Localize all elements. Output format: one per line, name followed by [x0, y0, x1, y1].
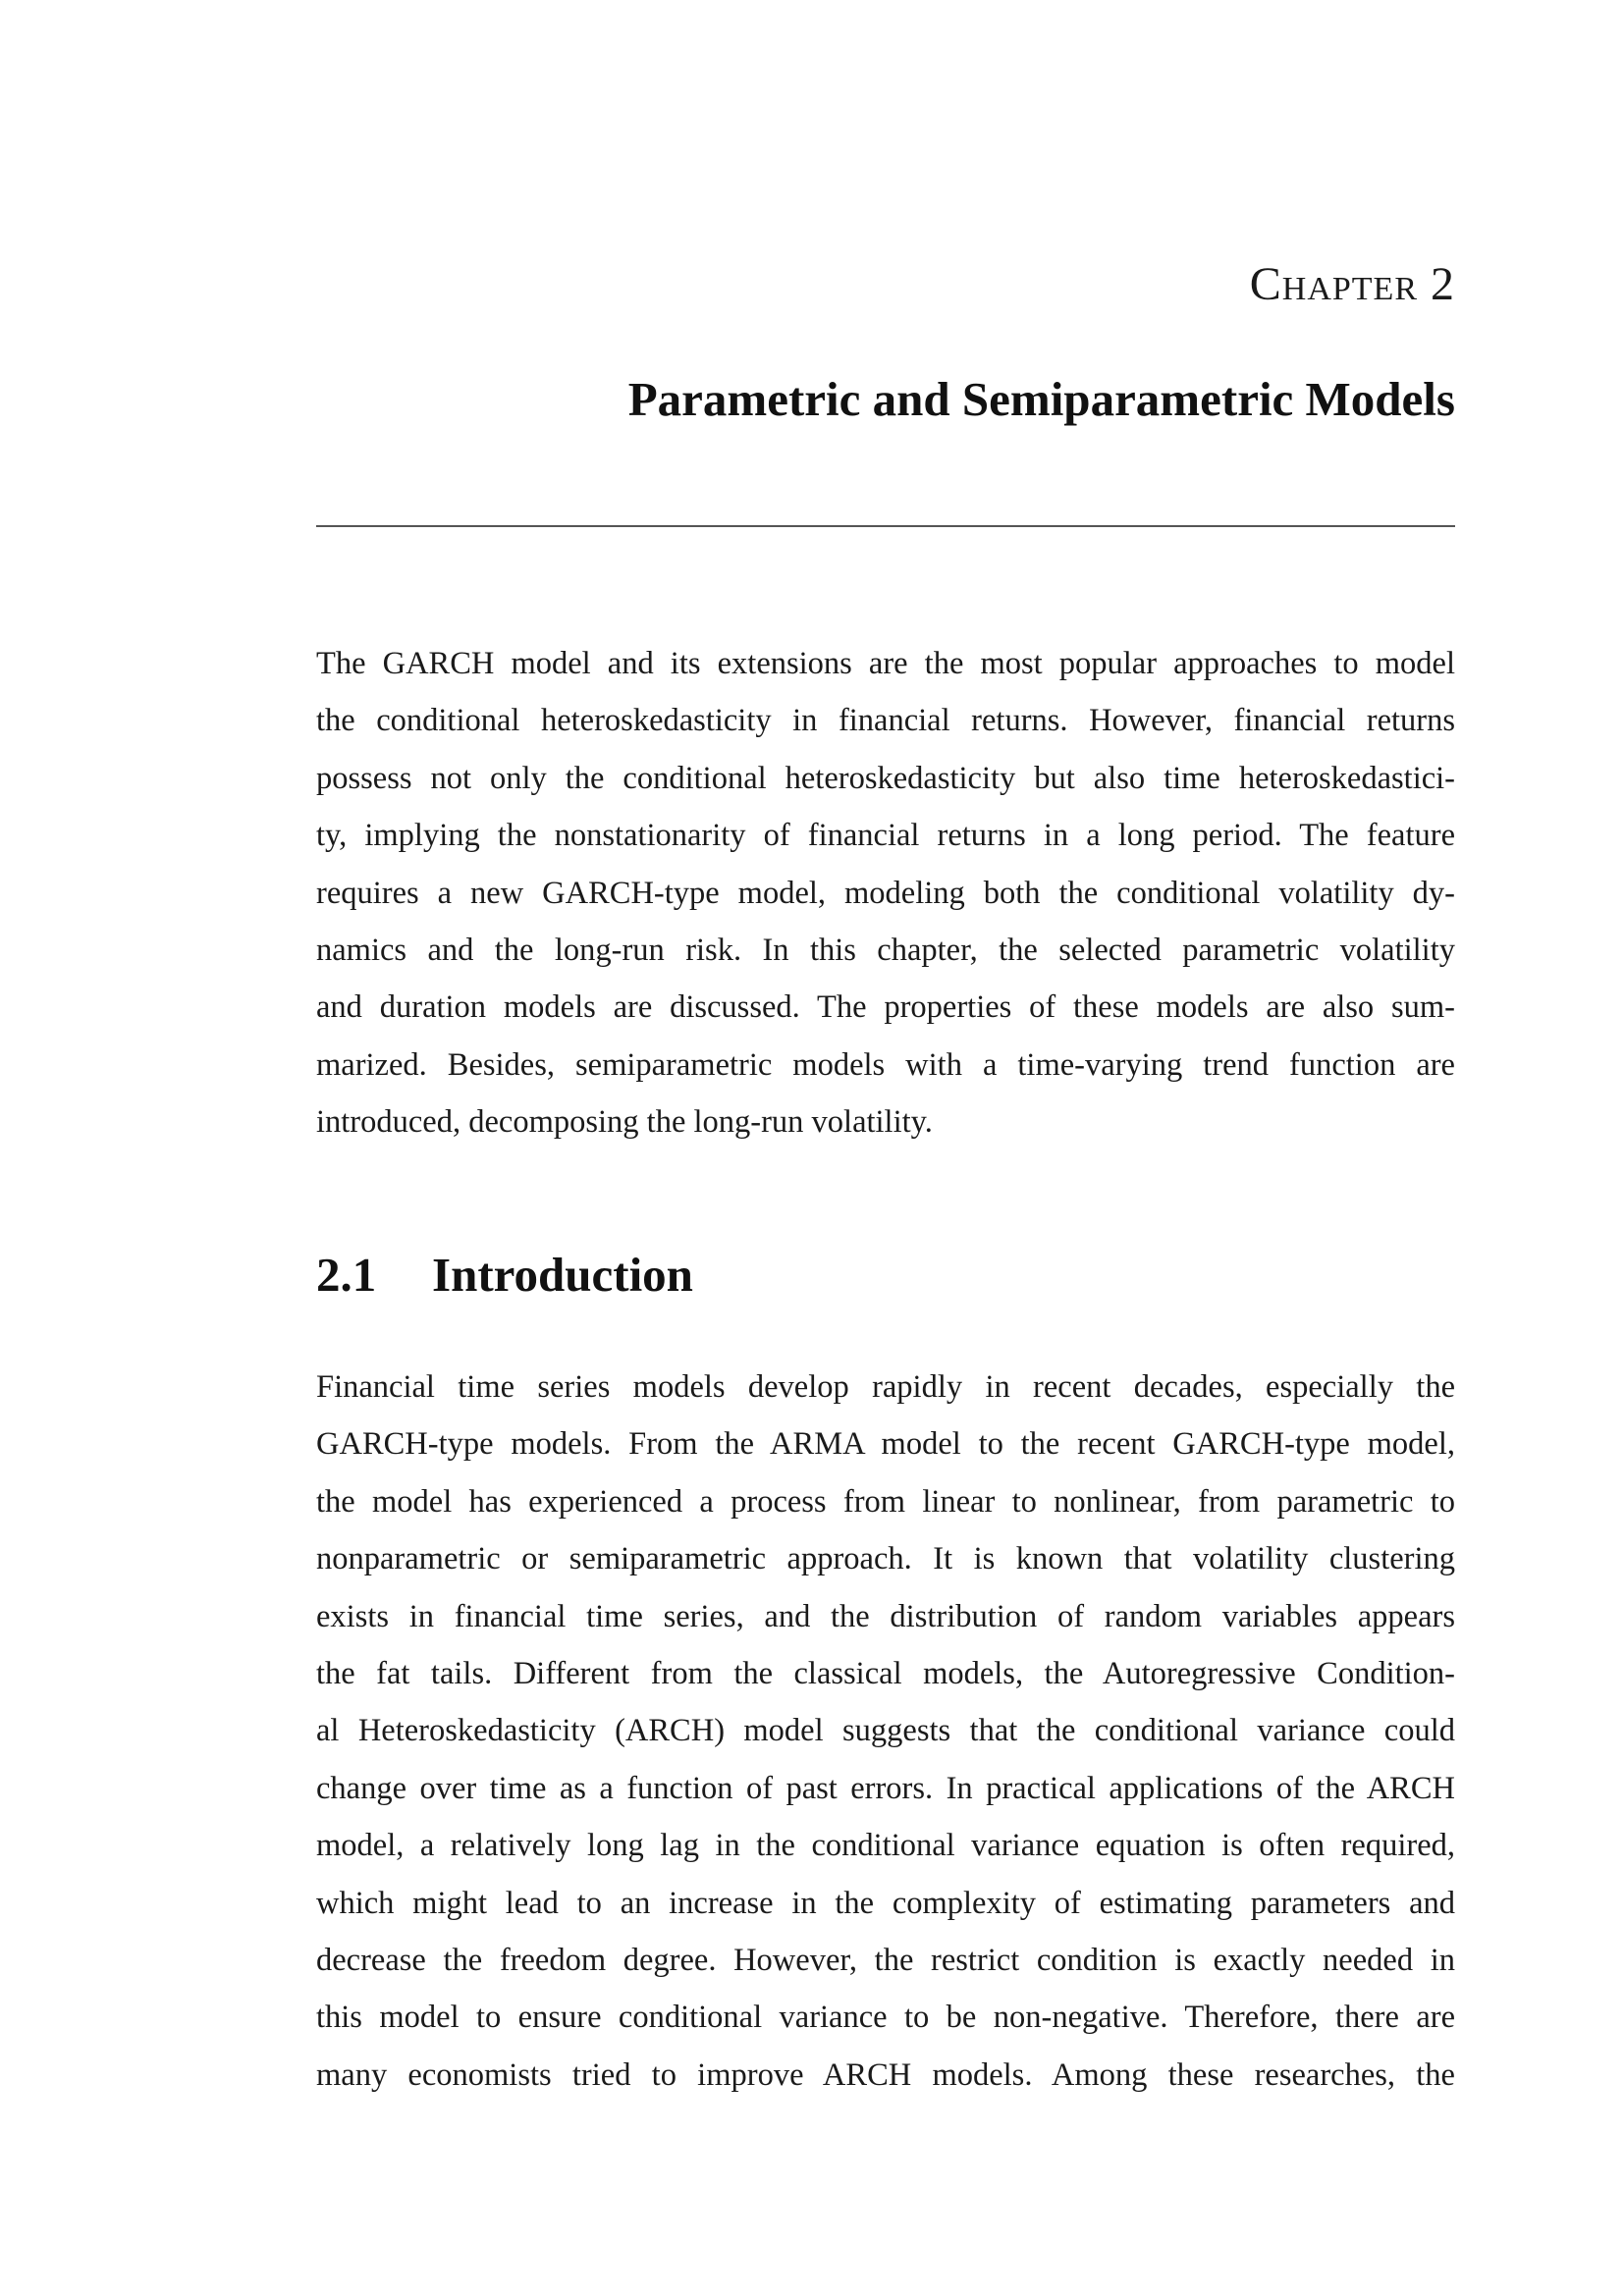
chapter-divider: [316, 525, 1455, 527]
document-page: [316, 0, 1455, 2296]
intro-line: GARCH-type models. From the ARMA model to the recent GARCH-type model,: [316, 1426, 1455, 1463]
section-number: 2.1: [316, 1248, 377, 1302]
intro-line: which might lead to an increase in the complexity of estimating parameters and: [316, 1885, 1455, 1921]
abstract-line: introduced, decomposing the long-run volatility.: [316, 1104, 933, 1141]
intro-line: model, a relatively long lag in the conditional variance equation is often required,: [316, 1828, 1455, 1864]
abstract-line: and duration models are discussed. The properties of these models are also sum-: [316, 989, 1455, 1026]
section-title: Introduction: [432, 1248, 693, 1302]
intro-line: many economists tried to improve ARCH models. Among these researches, the: [316, 2056, 1455, 2093]
intro-line: decrease the freedom degree. However, the restrict condition is exactly needed in: [316, 1942, 1455, 1978]
intro-line: the fat tails. Different from the classical models, the Autoregressive Condition-: [316, 1655, 1455, 1691]
abstract-line: the conditional heteroskedasticity in financial returns. However, financial returns: [316, 703, 1455, 739]
intro-line: the model has experienced a process from linear to nonlinear, from parametric to: [316, 1483, 1455, 1520]
abstract-line: The GARCH model and its extensions are the most popular approaches to model: [316, 646, 1455, 681]
intro-line: al Heteroskedasticity (ARCH) model suggests that the conditional variance could: [316, 1713, 1455, 1749]
intro-line: exists in financial time series, and the distribution of random variables appears: [316, 1598, 1455, 1634]
abstract-line: marized. Besides, semiparametric models with a time-varying trend function are: [316, 1046, 1455, 1083]
chapter-title: Parametric and Semiparametric Models: [627, 372, 1455, 426]
introduction-paragraph: [316, 1359, 1455, 2104]
intro-line: Financial time series models develop rapidly in recent decades, especially the: [316, 1369, 1455, 1405]
chapter-label: Chapter 2: [1249, 258, 1455, 310]
chapter-abstract: [316, 635, 1455, 1151]
intro-line: this model to ensure conditional variance to be non-negative. Therefore, there are: [316, 2000, 1455, 2036]
intro-line: nonparametric or semiparametric approach. It is known that volatility clustering: [316, 1541, 1455, 1577]
intro-line: change over time as a function of past errors. In practical applications of the ARCH: [316, 1770, 1455, 1806]
abstract-line: namics and the long-run risk. In this chapter, the selected parametric volatility: [316, 932, 1455, 968]
abstract-line: requires a new GARCH-type model, modeling both the conditional volatility dy-: [316, 875, 1455, 911]
section-heading: [316, 1247, 693, 1303]
abstract-line: ty, implying the nonstationarity of financial returns in a long period. The feature: [316, 818, 1455, 854]
abstract-line: possess not only the conditional heteroskedasticity but also time heteroskedastici-: [316, 760, 1455, 796]
